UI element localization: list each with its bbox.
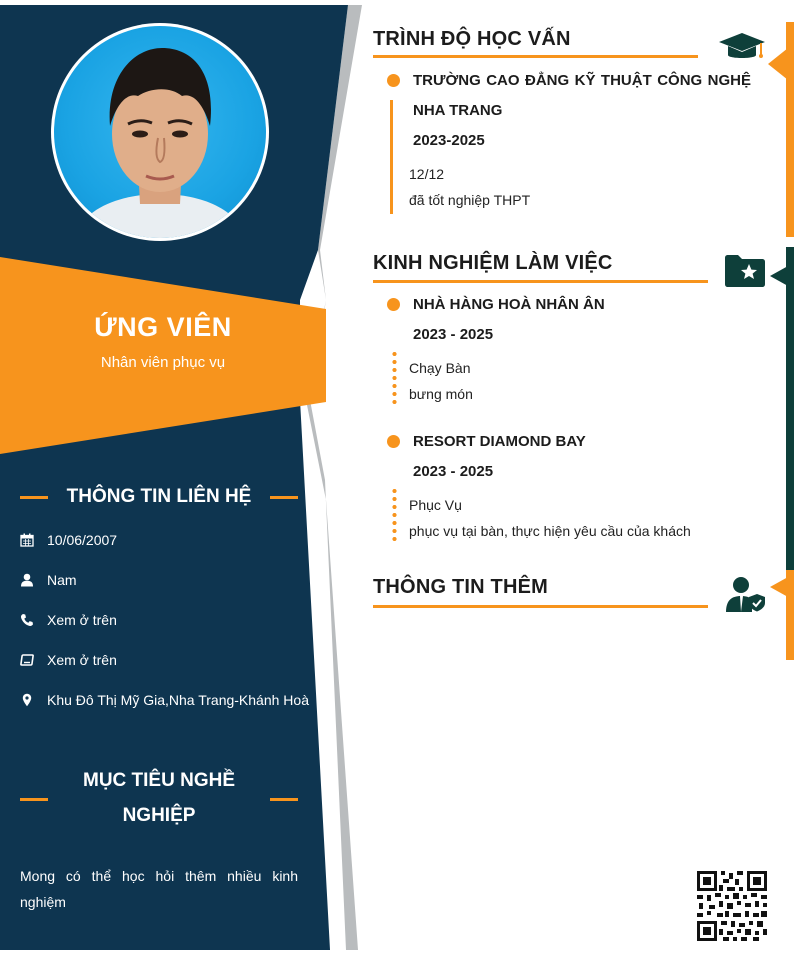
career-goal-heading	[20, 763, 298, 835]
phone-icon	[20, 613, 34, 627]
candidate-role: Nhân viên phục vụ	[100, 354, 226, 371]
experience-title-underline	[373, 280, 708, 283]
heading-dash-left	[20, 798, 48, 801]
education-period: 2023-2025	[413, 132, 485, 149]
contact-birthdate-value: 10/06/2007	[47, 532, 118, 548]
user-icon	[20, 573, 34, 587]
contact-heading-text: THÔNG TIN LIÊN HỆ	[66, 486, 252, 507]
experience-bullet-1	[387, 298, 400, 311]
experience-company-2: RESORT DIAMOND BAY	[413, 433, 586, 450]
graduation-cap-icon	[719, 33, 765, 63]
contact-birthdate	[20, 530, 320, 550]
experience-position-1: Chạy Bàn	[409, 360, 471, 376]
education-school-name-line2: NHA TRANG	[413, 102, 503, 119]
experience-position-2: Phục Vụ	[409, 497, 462, 513]
experience-side-bar	[786, 247, 794, 570]
experience-period-2: 2023 - 2025	[413, 463, 494, 480]
experience-timeline-dots-1	[392, 350, 397, 406]
education-title-underline	[373, 55, 698, 58]
education-timeline-line	[390, 100, 393, 214]
contact-heading	[20, 484, 298, 510]
experience-description-2: phục vụ tại bàn, thực hiện yêu cầu của khách	[409, 523, 691, 539]
experience-period-1: 2023 - 2025	[413, 326, 494, 343]
education-school-name: TRƯỜNG CAO ĐẲNG KỸ THUẬT CÔNG NGHỆ	[413, 72, 751, 89]
career-goal-text: Mong có thể học hỏi thêm nhiều kinh nghiệm	[20, 868, 298, 910]
experience-title: KINH NGHIỆM LÀM VIỆC	[373, 252, 613, 274]
candidate-name: ỨNG VIÊN	[94, 312, 232, 342]
additional-side-arrow	[770, 577, 788, 597]
contact-email	[20, 650, 320, 670]
contact-gender	[20, 570, 320, 590]
career-goal-heading-text: MỤC TIÊU NGHỀ NGHIỆP	[83, 770, 235, 826]
education-grade: 12/12	[409, 166, 445, 182]
heading-dash-right	[270, 798, 298, 801]
heading-dash-left	[20, 496, 48, 499]
contact-phone	[20, 610, 320, 630]
experience-bullet-2	[387, 435, 400, 448]
education-title: TRÌNH ĐỘ HỌC VẤN	[373, 28, 571, 50]
profile-photo	[51, 23, 269, 241]
experience-timeline-dots-2	[392, 487, 397, 543]
calendar-icon	[20, 533, 34, 547]
education-bullet	[387, 74, 400, 87]
location-pin-icon	[20, 693, 34, 707]
email-icon	[20, 653, 34, 667]
contact-address-value: Khu Đô Thị Mỹ Gia,Nha Trang-Khánh Hoà	[47, 692, 309, 708]
contact-address	[20, 690, 320, 710]
contact-phone-value: Xem ở trên	[47, 612, 117, 628]
verified-user-icon	[726, 576, 766, 612]
education-side-arrow	[768, 48, 788, 80]
experience-company-1: NHÀ HÀNG HOÀ NHÂN ÂN	[413, 296, 605, 313]
experience-side-arrow	[770, 266, 788, 286]
qr-code	[697, 871, 767, 941]
experience-description-1: bưng món	[409, 386, 473, 402]
heading-dash-right	[270, 496, 298, 499]
folder-star-icon	[725, 254, 765, 288]
education-note: đã tốt nghiệp THPT	[409, 192, 531, 208]
additional-info-title: THÔNG TIN THÊM	[373, 576, 549, 598]
contact-email-value: Xem ở trên	[47, 652, 117, 668]
contact-gender-value: Nam	[47, 572, 77, 588]
additional-info-underline	[373, 605, 708, 608]
